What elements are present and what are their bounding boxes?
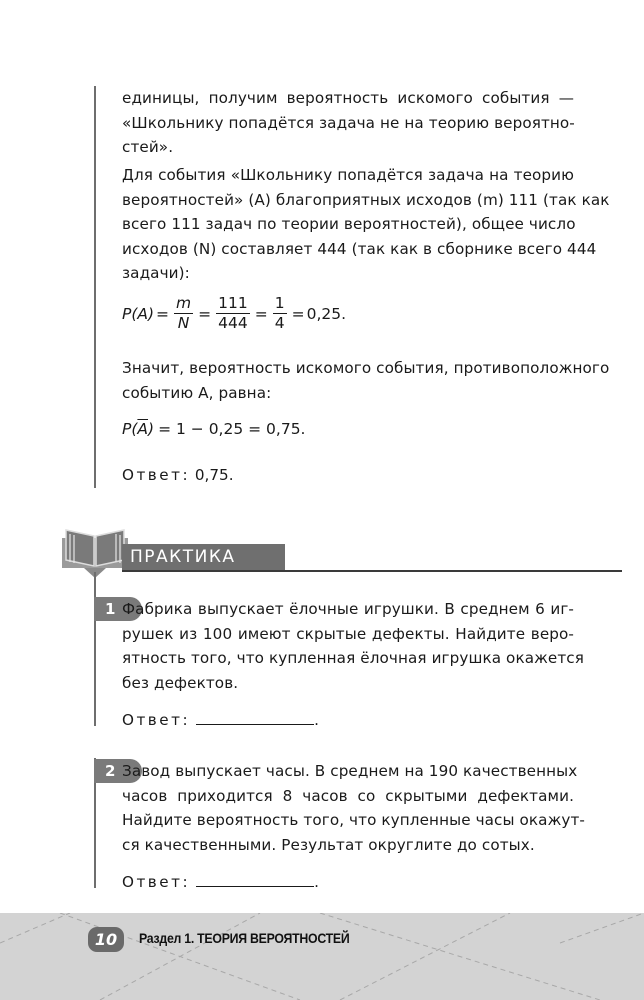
- answer-blank-field[interactable]: [196, 872, 314, 887]
- text-line: единицы, получим вероятность искомого события —: [122, 89, 574, 107]
- formula-paren: ): [148, 420, 155, 438]
- numerator: 111: [218, 294, 248, 312]
- practice-title: ПРАКТИКА: [122, 544, 285, 570]
- fraction-m-over-n: [174, 294, 193, 333]
- text-line: стей».: [122, 138, 174, 156]
- formula-a-bar: $\overline{A}$: [137, 420, 149, 438]
- formula-result: 0,25.: [306, 304, 347, 323]
- solution-paragraph-1: [122, 86, 574, 160]
- denominator: 4: [274, 314, 285, 332]
- text-line: задачи):: [122, 264, 190, 282]
- answer-period: .: [314, 711, 319, 729]
- open-book-icon: [60, 526, 130, 596]
- task-number-badge: 1: [94, 597, 142, 621]
- formula-p: P(: [122, 420, 138, 438]
- page-number-badge: 10: [88, 927, 124, 952]
- task-1-text: [122, 597, 584, 695]
- task-2-answer: [122, 872, 319, 891]
- solution-paragraph-3: [122, 356, 610, 405]
- text-line: Найдите вероятность того, что купленные часы окажут-: [122, 811, 585, 829]
- task-1-answer: [122, 710, 319, 729]
- answer-label: Ответ:: [122, 466, 191, 484]
- answer-label: Ответ:: [122, 873, 191, 891]
- text-line: ся качественными. Результат округлите до сотых.: [122, 835, 535, 854]
- numerator: 1: [274, 294, 285, 312]
- denominator: N: [177, 314, 190, 332]
- complement-formula: [122, 420, 306, 438]
- header-rule: [122, 570, 622, 572]
- text-line: всего 111 задач по теории вероятностей), общее число: [122, 215, 576, 233]
- text-line: часов приходится 8 часов со скрытыми дефектами.: [122, 786, 574, 805]
- section-title: Раздел 1. ТЕОРИЯ ВЕРОЯТНОСТЕЙ: [139, 930, 350, 946]
- page-footer: [0, 913, 644, 1000]
- task-2-text: [122, 759, 585, 857]
- denominator: 444: [218, 314, 248, 332]
- answer-value: 0,75.: [194, 466, 234, 484]
- text-line: без дефектов.: [122, 673, 239, 692]
- text-line: ятность того, что купленная ёлочная игрушка окажется: [122, 649, 584, 667]
- text-line: рушек из 100 имеют скрытые дефекты. Найдите веро-: [122, 624, 574, 643]
- formula-lhs: P(A): [122, 304, 155, 323]
- text-line: событию A, равна:: [122, 383, 272, 402]
- practice-header: [60, 526, 644, 596]
- answer-period: .: [314, 873, 319, 891]
- answer-label: Ответ:: [122, 711, 191, 729]
- text-line: «Школьнику попадётся задача не на теорию вероятно-: [122, 113, 575, 132]
- fraction-111-over-444: [216, 294, 250, 333]
- solution-answer: [122, 466, 234, 484]
- text-line: Фабрика выпускает ёлочные игрушки. В среднем 6 иг-: [122, 600, 574, 618]
- formula-rhs: = 1 − 0,25 = 0,75.: [158, 420, 306, 438]
- solution-margin-bar: [94, 86, 96, 488]
- task-number-badge: 2: [94, 759, 142, 783]
- text-line: Завод выпускает часы. В среднем на 190 качественных: [122, 762, 578, 780]
- solution-paragraph-2: [122, 163, 610, 286]
- fraction-1-over-4: [273, 294, 287, 333]
- text-line: Значит, вероятность искомого события, противоположного: [122, 359, 610, 377]
- text-line: исходов (N) составляет 444 (так как в сборнике всего 444: [122, 239, 597, 258]
- probability-formula: P(A) = $\frac{m}{N}$ = $\frac{111}{444}$ = $\frac{1}{4}$ = 0,25.: [122, 294, 347, 332]
- text-line: Для события «Школьнику попадётся задача на теорию: [122, 166, 574, 184]
- numerator: m: [176, 294, 192, 312]
- text-line: вероятностей» (А) благоприятных исходов (m) 111 (так как: [122, 190, 610, 209]
- answer-blank-field[interactable]: [196, 710, 314, 725]
